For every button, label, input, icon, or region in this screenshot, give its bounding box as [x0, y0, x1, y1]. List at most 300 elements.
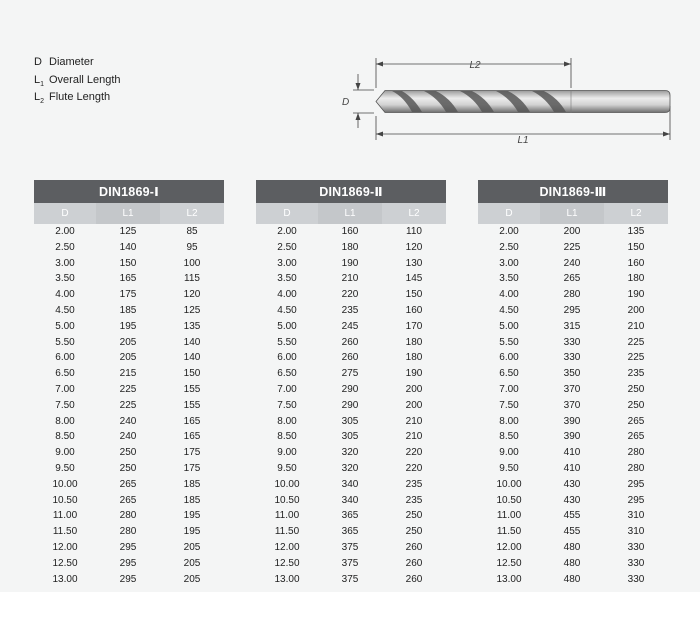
cell-d: 13.00	[274, 573, 300, 585]
l1-dimension-label: L1	[517, 135, 529, 146]
cell-l2: 310	[627, 526, 645, 538]
cell-l2: 160	[405, 304, 423, 316]
cell-l2: 330	[627, 557, 645, 569]
cell-l1: 295	[119, 557, 137, 569]
cell-l1: 410	[563, 447, 581, 459]
table-row	[34, 524, 224, 540]
cell-d: 11.00	[52, 510, 78, 522]
table-row	[478, 240, 668, 256]
cell-l2: 150	[627, 241, 645, 253]
cell-d: 6.00	[277, 352, 297, 364]
cell-d: 5.00	[55, 320, 75, 332]
cell-l1: 295	[119, 541, 137, 553]
cell-l1: 185	[119, 304, 137, 316]
cell-l1: 430	[563, 494, 581, 506]
cell-l1: 480	[563, 557, 581, 569]
cell-l2: 260	[405, 557, 423, 569]
column-header-d: D	[478, 203, 540, 224]
table-row	[256, 398, 446, 414]
table-row	[34, 224, 224, 240]
column-header-l1: L1	[540, 203, 604, 224]
cell-l1: 160	[341, 226, 359, 237]
legend	[34, 56, 121, 109]
table-row	[478, 414, 668, 430]
cell-l2: 220	[405, 447, 423, 459]
cell-l2: 250	[405, 510, 423, 522]
cell-l2: 115	[184, 273, 200, 285]
cell-l1: 150	[119, 257, 137, 269]
table-row	[478, 508, 668, 524]
cell-d: 3.00	[277, 257, 297, 269]
l2-dimension-label: L2	[469, 60, 481, 71]
cell-l1: 180	[341, 241, 359, 253]
column-header-l2: L2	[604, 203, 668, 224]
cell-d: 2.00	[499, 226, 519, 237]
cell-l2: 200	[627, 304, 645, 316]
table-row	[256, 240, 446, 256]
column-header-l1: L1	[318, 203, 382, 224]
cell-l1: 215	[119, 368, 137, 380]
cell-l1: 200	[563, 226, 581, 237]
cell-l1: 265	[119, 494, 137, 506]
cell-l1: 320	[341, 447, 359, 459]
table-row	[256, 382, 446, 398]
cell-d: 8.50	[55, 431, 75, 443]
drill-dimension-diagram	[340, 52, 680, 152]
cell-l2: 140	[183, 336, 201, 348]
cell-d: 11.00	[274, 510, 300, 522]
table-row	[256, 461, 446, 477]
table-row	[478, 224, 668, 240]
cell-l2: 205	[183, 541, 201, 553]
cell-l2: 220	[405, 462, 423, 474]
cell-d: 12.50	[496, 557, 522, 569]
cell-l1: 455	[563, 510, 581, 522]
cell-d: 11.50	[52, 526, 78, 538]
cell-l2: 295	[627, 478, 645, 490]
cell-d: 7.00	[55, 383, 75, 395]
cell-l2: 195	[183, 510, 201, 522]
cell-l1: 205	[119, 336, 137, 348]
cell-d: 11.50	[274, 526, 300, 538]
cell-d: 12.50	[52, 557, 78, 569]
cell-l1: 210	[341, 273, 359, 285]
table-row	[34, 508, 224, 524]
cell-l2: 160	[627, 257, 645, 269]
cell-l2: 165	[183, 431, 201, 443]
table-row	[478, 350, 668, 366]
cell-l1: 340	[341, 494, 359, 506]
cell-l2: 260	[405, 573, 423, 585]
cell-l2: 225	[627, 336, 645, 348]
cell-l2: 135	[627, 226, 645, 237]
cell-l2: 180	[405, 352, 423, 364]
cell-d: 9.50	[55, 462, 75, 474]
cell-d: 2.00	[277, 226, 297, 237]
table-row	[478, 556, 668, 572]
cell-d: 10.50	[274, 494, 300, 506]
cell-l2: 235	[405, 494, 423, 506]
cell-d: 4.00	[277, 289, 297, 301]
legend-symbol: $L_1$	[34, 73, 45, 88]
cell-l1: 455	[563, 526, 581, 538]
cell-d: 9.00	[55, 447, 75, 459]
cell-l1: 235	[341, 304, 359, 316]
table-row	[478, 287, 668, 303]
cell-l1: 480	[563, 541, 581, 553]
table-row	[478, 572, 668, 588]
cell-d: 7.50	[499, 399, 519, 411]
cell-l1: 365	[341, 510, 359, 522]
table-row	[256, 508, 446, 524]
table-row	[478, 271, 668, 287]
cell-l1: 390	[563, 431, 581, 443]
table-row	[34, 271, 224, 287]
table-row	[34, 493, 224, 509]
cell-d: 3.50	[499, 273, 519, 285]
cell-l1: 315	[563, 320, 581, 332]
cell-l2: 250	[627, 383, 645, 395]
cell-l1: 430	[563, 478, 581, 490]
cell-l2: 280	[627, 462, 645, 474]
table-row	[34, 350, 224, 366]
cell-l2: 120	[183, 289, 201, 301]
cell-d: 12.50	[274, 557, 300, 569]
table-row	[478, 477, 668, 493]
cell-l1: 290	[341, 399, 359, 411]
cell-d: 4.50	[55, 304, 75, 316]
table-row	[34, 461, 224, 477]
legend-text: Flute Length	[49, 91, 111, 104]
cell-d: 9.50	[277, 462, 297, 474]
table-row	[256, 319, 446, 335]
cell-l2: 140	[183, 352, 201, 364]
table-row	[478, 493, 668, 509]
cell-d: 7.00	[499, 383, 519, 395]
table-row	[34, 366, 224, 382]
cell-l2: 190	[405, 368, 423, 380]
table-row	[34, 240, 224, 256]
cell-l1: 225	[119, 383, 137, 395]
cell-l1: 125	[119, 226, 137, 237]
table-row	[256, 572, 446, 588]
cell-l1: 275	[341, 368, 359, 380]
cell-l2: 100	[183, 257, 201, 269]
legend-text: Diameter	[49, 56, 94, 68]
cell-l2: 180	[405, 336, 423, 348]
cell-l1: 280	[119, 510, 137, 522]
table-row	[478, 319, 668, 335]
cell-l1: 250	[119, 447, 137, 459]
cell-l2: 280	[627, 447, 645, 459]
cell-l2: 150	[405, 289, 423, 301]
table-row	[478, 540, 668, 556]
cell-d: 5.00	[499, 320, 519, 332]
cell-l1: 295	[563, 304, 581, 316]
d-dimension-label: D	[342, 97, 350, 108]
table-row	[34, 414, 224, 430]
cell-d: 4.00	[55, 289, 75, 301]
cell-d: 6.50	[277, 368, 297, 380]
table-row	[256, 524, 446, 540]
cell-l2: 130	[405, 257, 423, 269]
cell-d: 5.50	[499, 336, 519, 348]
cell-l2: 185	[183, 494, 201, 506]
column-header-d: D	[34, 203, 96, 224]
cell-l2: 180	[627, 273, 645, 285]
cell-d: 3.00	[55, 257, 75, 269]
table-row	[478, 303, 668, 319]
cell-l1: 240	[119, 415, 137, 427]
cell-d: 7.50	[55, 399, 75, 411]
cell-l1: 225	[563, 241, 581, 253]
cell-l2: 150	[183, 368, 201, 380]
cell-l1: 350	[563, 368, 581, 380]
table-row	[256, 540, 446, 556]
legend-symbol: $L_2$	[34, 91, 45, 106]
cell-l1: 250	[119, 462, 137, 474]
cell-l1: 480	[563, 573, 581, 585]
cell-d: 3.50	[55, 273, 75, 285]
cell-l1: 190	[341, 257, 359, 269]
cell-d: 4.50	[277, 304, 297, 316]
cell-l2: 125	[183, 304, 201, 316]
cell-l2: 235	[627, 368, 645, 380]
table-row	[478, 335, 668, 351]
cell-l1: 195	[119, 320, 137, 332]
table-row	[34, 445, 224, 461]
table-row	[256, 303, 446, 319]
table-row	[256, 350, 446, 366]
cell-d: 5.00	[277, 320, 297, 332]
cell-l2: 310	[627, 510, 645, 522]
cell-d: 9.00	[277, 447, 297, 459]
cell-l2: 190	[627, 289, 645, 301]
cell-l1: 330	[563, 352, 581, 364]
cell-d: 6.50	[55, 368, 75, 380]
cell-l2: 85	[186, 226, 198, 237]
table-row	[34, 319, 224, 335]
cell-l1: 370	[563, 399, 581, 411]
cell-l2: 200	[405, 399, 423, 411]
cell-l1: 365	[341, 526, 359, 538]
cell-l2: 205	[183, 557, 201, 569]
cell-d: 12.00	[274, 541, 300, 553]
cell-l2: 170	[405, 320, 423, 332]
cell-d: 7.00	[277, 383, 297, 395]
cell-l2: 155	[183, 383, 201, 395]
table-row	[478, 256, 668, 272]
cell-l1: 260	[341, 352, 359, 364]
cell-l1: 205	[119, 352, 137, 364]
cell-d: 8.00	[55, 415, 75, 427]
cell-d: 4.00	[499, 289, 519, 301]
cell-d: 8.00	[499, 415, 519, 427]
cell-l2: 120	[405, 241, 423, 253]
cell-l2: 265	[627, 415, 645, 427]
cell-d: 3.00	[499, 257, 519, 269]
din1869-2-table	[256, 180, 446, 587]
cell-l1: 175	[119, 289, 137, 301]
table-row	[34, 556, 224, 572]
table-row	[34, 398, 224, 414]
table-row	[478, 382, 668, 398]
cell-l2: 225	[627, 352, 645, 364]
cell-d: 6.50	[499, 368, 519, 380]
table-row	[256, 429, 446, 445]
cell-l1: 290	[341, 383, 359, 395]
cell-l2: 175	[183, 462, 201, 474]
cell-d: 8.00	[277, 415, 297, 427]
cell-d: 11.00	[496, 510, 522, 522]
cell-d: 10.50	[496, 494, 522, 506]
cell-l2: 265	[627, 431, 645, 443]
table-row	[34, 477, 224, 493]
cell-d: 13.00	[52, 573, 78, 585]
cell-l2: 210	[405, 415, 423, 427]
cell-d: 8.50	[499, 431, 519, 443]
cell-l1: 320	[341, 462, 359, 474]
cell-l1: 260	[341, 336, 359, 348]
table-row	[478, 429, 668, 445]
cell-l2: 210	[627, 320, 645, 332]
cell-l1: 280	[563, 289, 581, 301]
cell-l1: 240	[563, 257, 581, 269]
cell-d: 10.00	[496, 478, 522, 490]
cell-l2: 195	[183, 526, 201, 538]
cell-d: 6.00	[499, 352, 519, 364]
cell-d: 12.00	[496, 541, 522, 553]
cell-l2: 210	[405, 431, 423, 443]
cell-l2: 295	[627, 494, 645, 506]
cell-l2: 95	[186, 241, 198, 253]
cell-d: 13.00	[496, 573, 522, 585]
cell-d: 2.50	[277, 241, 297, 253]
cell-l1: 265	[119, 478, 137, 490]
cell-l1: 330	[563, 336, 581, 348]
cell-l2: 330	[627, 541, 645, 553]
din1869-3-table	[478, 180, 668, 587]
cell-l1: 410	[563, 462, 581, 474]
column-header-l2: L2	[160, 203, 224, 224]
cell-d: 10.00	[274, 478, 300, 490]
table-row	[256, 445, 446, 461]
table-row	[256, 477, 446, 493]
table-row	[478, 524, 668, 540]
table-row	[34, 256, 224, 272]
cell-l1: 305	[341, 415, 359, 427]
cell-l1: 220	[341, 289, 359, 301]
cell-l2: 235	[405, 478, 423, 490]
cell-d: 10.50	[52, 494, 78, 506]
cell-l2: 260	[405, 541, 423, 553]
cell-l2: 145	[405, 273, 423, 285]
table-row	[478, 366, 668, 382]
table-row	[478, 445, 668, 461]
cell-d: 2.50	[499, 241, 519, 253]
table-title: DIN1869-Ⅱ	[256, 180, 446, 203]
cell-l2: 165	[183, 415, 201, 427]
cell-l2: 200	[405, 383, 423, 395]
cell-l2: 250	[627, 399, 645, 411]
table-title: DIN1869-Ⅰ	[34, 180, 224, 203]
table-row	[34, 382, 224, 398]
legend-row-overall-length	[34, 74, 121, 92]
cell-l1: 265	[563, 273, 581, 285]
table-row	[478, 398, 668, 414]
cell-d: 9.50	[499, 462, 519, 474]
cell-l2: 110	[406, 226, 422, 237]
cell-d: 2.50	[55, 241, 75, 253]
cell-l1: 390	[563, 415, 581, 427]
cell-d: 12.00	[52, 541, 78, 553]
cell-l1: 165	[119, 273, 137, 285]
cell-l1: 225	[119, 399, 137, 411]
cell-l1: 245	[341, 320, 359, 332]
table-row	[256, 224, 446, 240]
cell-l1: 375	[341, 541, 359, 553]
table-row	[34, 287, 224, 303]
column-header-l2: L2	[382, 203, 446, 224]
cell-l1: 370	[563, 383, 581, 395]
table-row	[256, 335, 446, 351]
din1869-1-table	[34, 180, 224, 587]
cell-l2: 175	[183, 447, 201, 459]
cell-l2: 250	[405, 526, 423, 538]
cell-d: 3.50	[277, 273, 297, 285]
table-row	[256, 256, 446, 272]
cell-l1: 295	[119, 573, 137, 585]
cell-l1: 140	[119, 241, 137, 253]
table-row	[34, 303, 224, 319]
column-header-d: D	[256, 203, 318, 224]
table-row	[256, 366, 446, 382]
cell-d: 7.50	[277, 399, 297, 411]
table-row	[34, 429, 224, 445]
cell-l1: 280	[119, 526, 137, 538]
cell-d: 11.50	[496, 526, 522, 538]
cell-d: 2.00	[55, 226, 75, 237]
cell-l1: 375	[341, 573, 359, 585]
legend-symbol: D	[34, 56, 42, 68]
cell-l2: 205	[183, 573, 201, 585]
cell-d: 4.50	[499, 304, 519, 316]
table-title: DIN1869-Ⅲ	[478, 180, 668, 203]
cell-d: 8.50	[277, 431, 297, 443]
table-row	[256, 414, 446, 430]
cell-l2: 155	[183, 399, 201, 411]
cell-d: 9.00	[499, 447, 519, 459]
cell-d: 5.50	[277, 336, 297, 348]
table-row	[256, 493, 446, 509]
cell-l1: 305	[341, 431, 359, 443]
cell-l2: 185	[183, 478, 201, 490]
legend-row-flute-length	[34, 91, 121, 109]
cell-l1: 375	[341, 557, 359, 569]
table-row	[478, 461, 668, 477]
bottom-band	[0, 592, 700, 632]
table-row	[256, 556, 446, 572]
table-row	[256, 271, 446, 287]
table-row	[34, 572, 224, 588]
table-row	[34, 335, 224, 351]
cell-d: 10.00	[52, 478, 78, 490]
cell-d: 5.50	[55, 336, 75, 348]
cell-l1: 340	[341, 478, 359, 490]
cell-l2: 135	[183, 320, 201, 332]
legend-text: Overall Length	[49, 73, 121, 86]
table-row	[256, 287, 446, 303]
